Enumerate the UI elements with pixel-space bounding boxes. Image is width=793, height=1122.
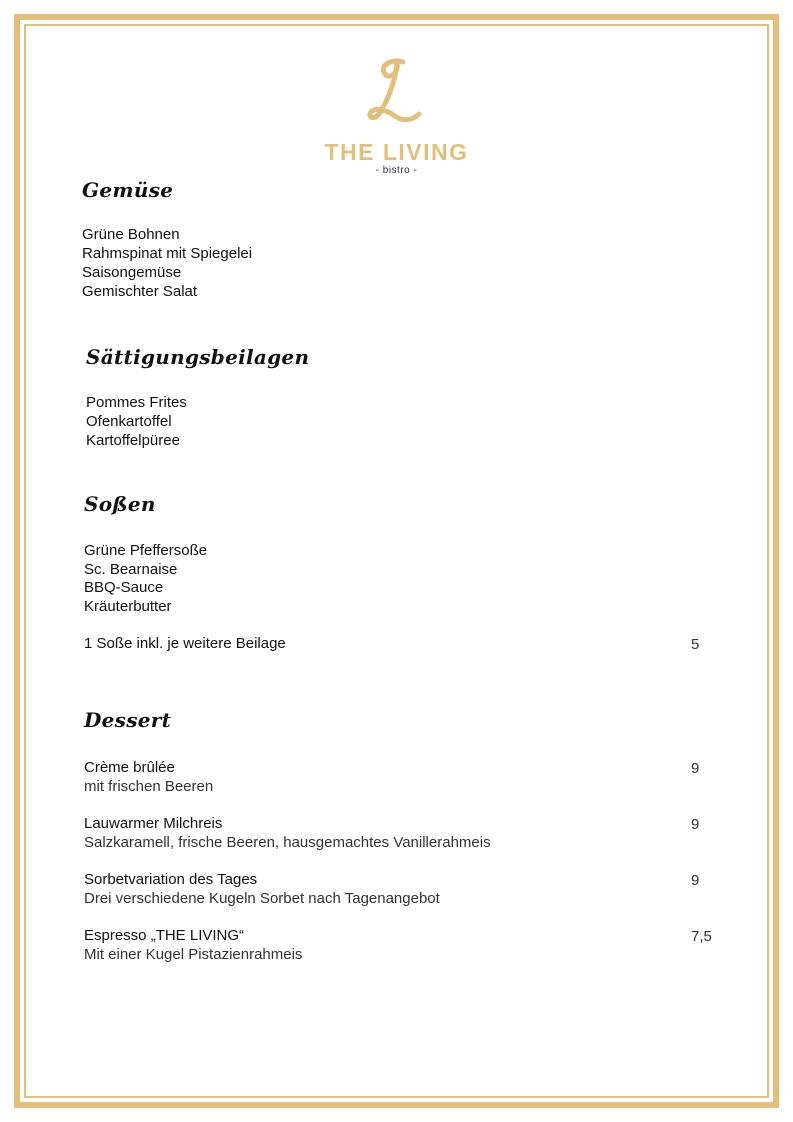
menu-item: Kräuterbutter bbox=[84, 598, 172, 615]
menu-item: Gemischter Salat bbox=[82, 283, 198, 300]
dessert-item-price: 9 bbox=[691, 816, 700, 833]
dessert-item-description: Mit einer Kugel Pistazienrahmeis bbox=[84, 946, 303, 963]
dessert-item-name: Sorbetvariation des Tages bbox=[84, 871, 258, 888]
menu-item: BBQ-Sauce bbox=[84, 579, 164, 596]
script-l-logo-icon bbox=[357, 52, 437, 132]
section-heading-sossen: Soßen bbox=[84, 492, 156, 516]
menu-item: Kartoffelpüree bbox=[86, 432, 180, 449]
dessert-item-name: Crème brûlée bbox=[84, 759, 175, 776]
menu-item: Grüne Bohnen bbox=[82, 226, 180, 243]
section-heading-gemuese: Gemüse bbox=[82, 178, 174, 202]
menu-item: Sc. Bearnaise bbox=[84, 561, 178, 578]
menu-item-price: 5 bbox=[691, 636, 700, 653]
dessert-item-description: mit frischen Beeren bbox=[84, 778, 214, 795]
menu-item: Grüne Pfeffersoße bbox=[84, 542, 208, 559]
dessert-item-price: 9 bbox=[691, 760, 700, 777]
brand-name: THE LIVING bbox=[324, 139, 469, 165]
dessert-item-price: 9 bbox=[691, 872, 700, 889]
dessert-item-description: Salzkaramell, frische Beeren, hausgemachtes Vanillerahmeis bbox=[84, 834, 491, 851]
section-heading-dessert: Dessert bbox=[84, 708, 172, 732]
dessert-item-name: Espresso „THE LIVING“ bbox=[84, 927, 245, 944]
dessert-item-name: Lauwarmer Milchreis bbox=[84, 815, 223, 832]
menu-item: Pommes Frites bbox=[86, 394, 187, 411]
menu-item-extra: 1 Soße inkl. je weitere Beilage bbox=[84, 635, 286, 652]
brand-subtitle: - bistro - bbox=[375, 165, 418, 176]
menu-item: Rahmspinat mit Spiegelei bbox=[82, 245, 253, 262]
brand-logo-mark bbox=[0, 52, 793, 132]
dessert-item-price: 7,5 bbox=[691, 928, 712, 945]
dessert-item-description: Drei verschiedene Kugeln Sorbet nach Tagenangebot bbox=[84, 890, 440, 907]
section-heading-saettigungsbeilagen: Sättigungsbeilagen bbox=[86, 345, 310, 369]
menu-item: Saisongemüse bbox=[82, 264, 182, 281]
menu-item: Ofenkartoffel bbox=[86, 413, 172, 430]
